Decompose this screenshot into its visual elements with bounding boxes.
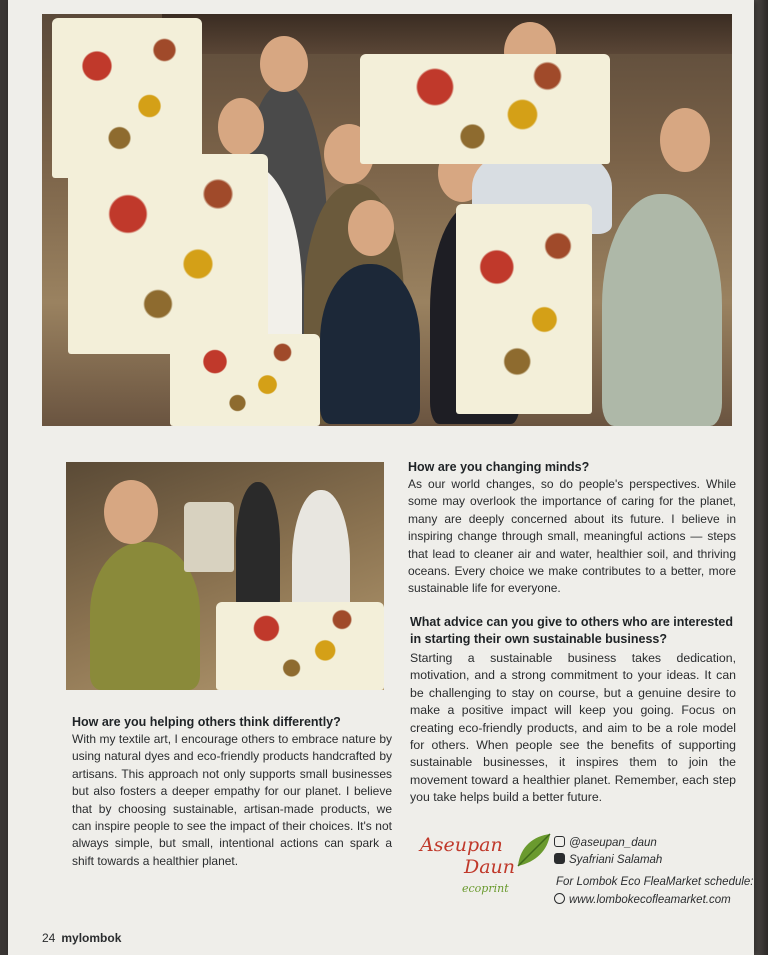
- section-body-advice: Starting a sustainable business takes dedication, motivation, and a strong commitment to your ideas. It can be challenging to stay on course, but a genuine desire to make a positive impact will keep you going. Focus on creating eco-friendly products, and aim to be a role model for others. When people see the benefits of supporting sustainable businesses, it inspires them to join the movement toward a healthier planet. Remember, each step you take helps build a better future.: [410, 651, 736, 805]
- leaf-icon: [514, 832, 554, 868]
- magazine-spine: [752, 0, 768, 955]
- facebook-name[interactable]: [554, 853, 662, 866]
- logo-word: Daun: [464, 856, 516, 878]
- schedule-label: For Lombok Eco FleaMarket schedule:: [556, 876, 754, 888]
- person: [320, 264, 420, 424]
- logo-tagline: ecoprint: [462, 882, 509, 895]
- person-head: [660, 108, 710, 172]
- person-head: [218, 98, 264, 156]
- logo-word: Aseupan: [420, 834, 503, 856]
- facebook-text: Syafriani Salamah: [569, 854, 663, 866]
- website-link[interactable]: [554, 893, 731, 906]
- section-body-helping-others: With my textile art, I encourage others to embrace nature by using natural dyes and eco-friendly products handcrafted by artisans. This approach not only supports small businesses but also fosters a deeper empathy for our planet. I believe that by choosing sustainable, artisan-made products, we can inspire people to see the impact of their choices. It's not always simple, but small, intentional actions can spark a shift towards a healthier planet.: [72, 732, 392, 868]
- section-heading-helping-others: How are you helping others think differently?: [72, 715, 341, 729]
- canopy: [162, 14, 732, 54]
- workshop-photo: [66, 462, 384, 690]
- person: [602, 194, 722, 426]
- globe-icon: [554, 893, 565, 904]
- website-text: www.lombokecofleamarket.com: [569, 894, 731, 906]
- page-number: 24: [42, 931, 56, 945]
- person-head: [348, 200, 394, 256]
- ecoprint-shirt: [68, 154, 268, 354]
- section-body-changing-minds: As our world changes, so do people's perspectives. While some may overlook the importance of caring for the planet, many are deeply concerned about its future. I believe in inspiring change through small, meaningful actions — steps that lead to cleaner air and water, healthier soil, and thriving oceans. Every choice we make contributes to a better, more sustainable life for everyone.: [408, 477, 736, 596]
- section-heading-advice: What advice can you give to others who are interested in starting their own sustainable business?: [410, 615, 733, 646]
- group-photo: [42, 14, 732, 426]
- page-footer: [42, 931, 121, 945]
- ecoprint-fabric: [360, 54, 610, 164]
- instagram-handle[interactable]: [554, 836, 657, 849]
- instagram-text: @aseupan_daun: [569, 837, 657, 849]
- person-head: [104, 480, 158, 544]
- facebook-icon: [554, 853, 565, 864]
- section-heading-changing-minds: How are you changing minds?: [408, 460, 590, 474]
- person: [236, 482, 280, 612]
- aseupan-daun-logo: [420, 830, 550, 906]
- ecoprint-top: [170, 334, 320, 426]
- ecoprint-fabric-stack: [216, 602, 384, 690]
- person-head: [260, 36, 308, 92]
- magazine-brand: mylombok: [61, 931, 122, 945]
- magazine-page: [8, 0, 754, 955]
- ecoprint-top: [456, 204, 592, 414]
- instagram-icon: [554, 836, 565, 847]
- hanging-bag: [184, 502, 234, 572]
